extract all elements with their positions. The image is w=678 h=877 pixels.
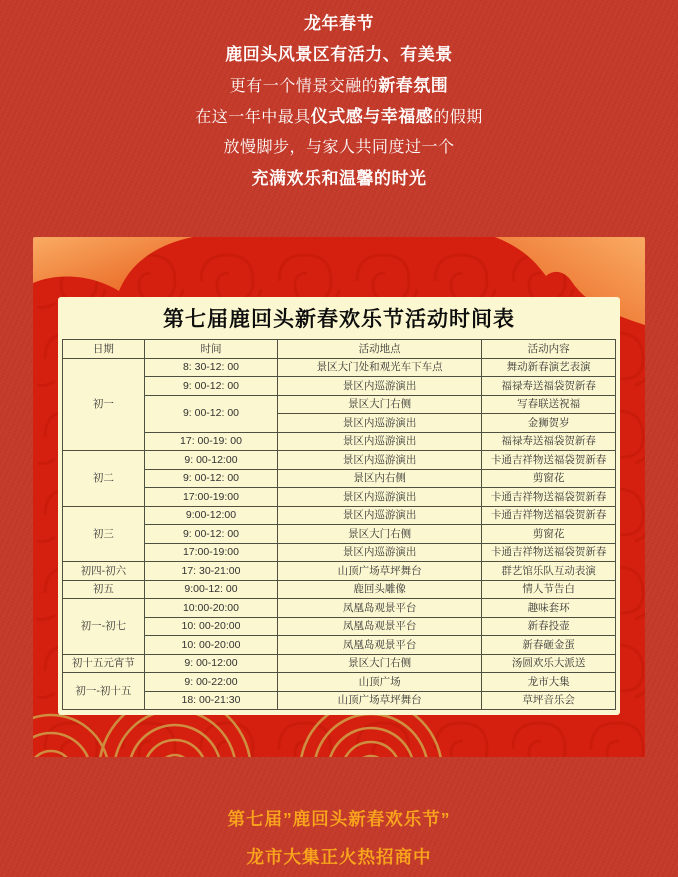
location-cell: 景区大门处和观光车下车点	[278, 358, 482, 377]
date-cell: 初一-初七	[63, 599, 145, 655]
date-cell: 初十五元宵节	[63, 654, 145, 673]
date-cell: 初三	[63, 506, 145, 562]
location-cell: 山顶广场草坪舞台	[278, 691, 482, 710]
intro-line	[0, 39, 678, 70]
activity-cell: 卡通吉祥物送福袋贺新春	[482, 488, 616, 507]
table-row	[63, 451, 616, 470]
time-cell: 17: 30-21:00	[144, 562, 277, 581]
activity-cell: 情人节告白	[482, 580, 616, 599]
schedule-table	[62, 339, 616, 710]
footer-recruiting-notice: 龙市大集正火热招商中	[246, 847, 432, 867]
time-cell: 9:00-12: 00	[144, 580, 277, 599]
location-cell: 景区内巡游演出	[278, 414, 482, 433]
time-cell: 9: 00-12: 00	[144, 469, 277, 488]
date-cell: 初一-初十五	[63, 673, 145, 710]
column-header: 活动地点	[278, 340, 482, 359]
activity-cell: 新春砸金蛋	[482, 636, 616, 655]
activity-cell: 卡通吉祥物送福袋贺新春	[482, 506, 616, 525]
activity-cell: 卡通吉祥物送福袋贺新春	[482, 543, 616, 562]
table-row	[63, 543, 616, 562]
table-row	[63, 673, 616, 692]
table-row	[63, 432, 616, 451]
table-row	[63, 654, 616, 673]
intro-segment: 新春氛围	[378, 76, 449, 95]
time-cell: 10:00-20:00	[144, 599, 277, 618]
table-row	[63, 525, 616, 544]
activity-cell: 新春投壶	[482, 617, 616, 636]
table-row	[63, 506, 616, 525]
activity-cell: 福禄寿送福袋贺新春	[482, 432, 616, 451]
location-cell: 景区内巡游演出	[278, 432, 482, 451]
location-cell: 景区内巡游演出	[278, 506, 482, 525]
date-cell: 初一	[63, 358, 145, 451]
table-row	[63, 358, 616, 377]
location-cell: 凤凰岛观景平台	[278, 599, 482, 618]
activity-cell: 草坪音乐会	[482, 691, 616, 710]
schedule-panel	[58, 297, 620, 715]
footer-event-name: 第七届”鹿回头新春欢乐节”	[227, 809, 451, 829]
activity-cell: 福禄寿送福袋贺新春	[482, 377, 616, 396]
time-cell: 10: 00-20:00	[144, 636, 277, 655]
location-cell: 凤凰岛观景平台	[278, 636, 482, 655]
date-cell: 初二	[63, 451, 145, 507]
time-cell: 17:00-19:00	[144, 543, 277, 562]
intro-line	[0, 70, 678, 101]
table-row	[63, 636, 616, 655]
activity-cell: 卡通吉祥物送福袋贺新春	[482, 451, 616, 470]
footer-text	[0, 800, 678, 876]
column-header: 日期	[63, 340, 145, 359]
intro-segment: 龙年春节	[304, 14, 374, 33]
intro-line	[0, 8, 678, 39]
location-cell: 山顶广场草坪舞台	[278, 562, 482, 581]
time-cell: 18: 00-21:30	[144, 691, 277, 710]
table-row	[63, 488, 616, 507]
time-cell: 17:00-19:00	[144, 488, 277, 507]
table-row	[63, 617, 616, 636]
table-row	[63, 562, 616, 581]
activity-cell: 剪窗花	[482, 525, 616, 544]
intro-segment: 鹿回头风景区有活力、有美景	[225, 45, 453, 64]
time-cell: 17: 00-19: 00	[144, 432, 277, 451]
intro-segment: 在这一年中最具	[195, 109, 311, 126]
time-cell: 9: 00-12:00	[144, 451, 277, 470]
column-header: 时间	[144, 340, 277, 359]
activity-cell: 群艺馆乐队互动表演	[482, 562, 616, 581]
activity-cell: 趣味套环	[482, 599, 616, 618]
time-cell: 9: 00-22:00	[144, 673, 277, 692]
table-row	[63, 580, 616, 599]
intro-segment: 充满欢乐和温馨的时光	[251, 169, 427, 188]
schedule-title: 第七届鹿回头新春欢乐节活动时间表	[163, 308, 515, 331]
table-row	[63, 377, 616, 396]
time-cell: 9:00-12:00	[144, 506, 277, 525]
time-cell: 9: 00-12:00	[144, 654, 277, 673]
activity-cell: 龙市大集	[482, 673, 616, 692]
column-header: 活动内容	[482, 340, 616, 359]
time-cell: 9: 00-12: 00	[144, 377, 277, 396]
table-row	[63, 395, 616, 414]
location-cell: 山顶广场	[278, 673, 482, 692]
date-cell: 初五	[63, 580, 145, 599]
location-cell: 景区大门右侧	[278, 395, 482, 414]
intro-line	[0, 163, 678, 194]
activity-cell: 写春联送祝福	[482, 395, 616, 414]
location-cell: 鹿回头雕像	[278, 580, 482, 599]
table-row	[63, 691, 616, 710]
activity-cell: 金狮贺岁	[482, 414, 616, 433]
activity-cell: 剪窗花	[482, 469, 616, 488]
location-cell: 凤凰岛观景平台	[278, 617, 482, 636]
location-cell: 景区大门右侧	[278, 654, 482, 673]
activity-cell: 汤圆欢乐大派送	[482, 654, 616, 673]
time-cell: 8: 30-12: 00	[144, 358, 277, 377]
activity-cell: 舞动新春演艺表演	[482, 358, 616, 377]
intro-segment: 放慢脚步，与家人共同度过一个	[223, 139, 455, 156]
intro-segment: 的假期	[433, 109, 483, 126]
intro-line	[0, 132, 678, 163]
event-card	[33, 237, 645, 757]
table-row	[63, 599, 616, 618]
time-cell: 9: 00-12: 00	[144, 525, 277, 544]
location-cell: 景区内巡游演出	[278, 543, 482, 562]
location-cell: 景区内巡游演出	[278, 451, 482, 470]
location-cell: 景区内巡游演出	[278, 377, 482, 396]
intro-text	[0, 8, 678, 194]
location-cell: 景区内右侧	[278, 469, 482, 488]
time-cell: 10: 00-20:00	[144, 617, 277, 636]
time-cell: 9: 00-12: 00	[144, 395, 277, 432]
table-row	[63, 469, 616, 488]
intro-segment: 仪式感与幸福感	[310, 107, 434, 126]
location-cell: 景区大门右侧	[278, 525, 482, 544]
intro-segment: 更有一个情景交融的	[229, 78, 379, 95]
intro-line	[0, 101, 678, 132]
location-cell: 景区内巡游演出	[278, 488, 482, 507]
date-cell: 初四-初六	[63, 562, 145, 581]
